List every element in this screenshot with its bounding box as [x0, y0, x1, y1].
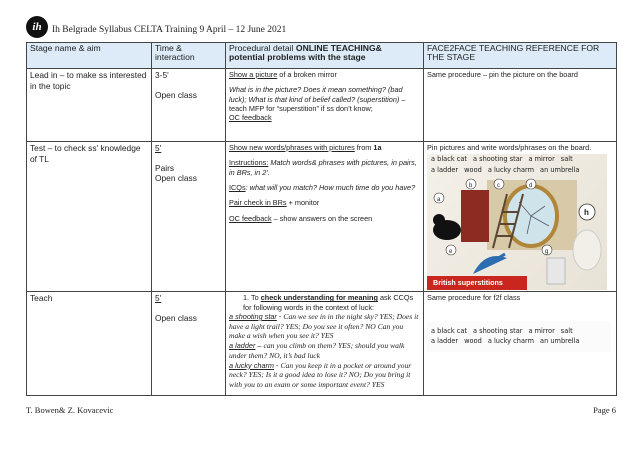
word: salt — [560, 326, 573, 335]
oc-feedback: OC feedback — [229, 113, 272, 123]
procedure-line — [229, 70, 420, 79]
ccq-term: a shooting star — [229, 311, 277, 321]
icqs-label: ICQs — [229, 182, 246, 192]
word: a mirror — [528, 155, 555, 164]
show-words-link: Show new words/phrases with pictures — [229, 143, 355, 152]
document-title: Ih Belgrade Syllabus CELTA Training 9 April – 12 June 2021 — [52, 25, 287, 35]
procedure-cell — [226, 69, 424, 142]
procedure-intro — [229, 293, 420, 312]
ccq-sep: - — [276, 311, 284, 321]
umbrella-shape — [473, 256, 507, 274]
header-stage: Stage name & aim — [27, 43, 152, 69]
ccq-text: can you climb on them? YES; should you walk under them? NO, it’s bad luck — [229, 341, 405, 360]
ih-logo: ih — [26, 16, 48, 38]
footer-page-number: Page 6 — [593, 405, 616, 415]
document-header — [26, 16, 616, 40]
word-row — [431, 336, 607, 347]
show-words-rest: from — [354, 143, 374, 152]
icqs — [229, 183, 420, 192]
superstitions-illustration — [427, 154, 607, 290]
interaction-value: Open class — [155, 312, 197, 323]
marker-label: a — [437, 197, 441, 204]
intro-rest: ask CCQs for following words in the context of luck: — [243, 293, 414, 312]
ccq-item — [229, 341, 420, 360]
marker-label: g — [545, 249, 549, 256]
header-procedure — [226, 43, 424, 69]
word: a shooting star — [473, 326, 523, 335]
procedure-line — [229, 143, 420, 152]
word: wood — [464, 165, 482, 174]
interaction-value: Open class — [155, 173, 197, 183]
reference-cell: Same procedure – pin the picture on the board — [424, 69, 617, 142]
book-cover — [461, 190, 489, 242]
word: salt — [560, 155, 573, 164]
header-procedure-bold: ONLINE TEACHING& potential problems with the stage — [229, 43, 382, 63]
header-reference: FACE2FACE TEACHING REFERENCE FOR THE STAGE — [424, 43, 617, 69]
word: a shooting star — [473, 155, 523, 164]
word: a mirror — [528, 326, 555, 335]
word: a black cat — [431, 326, 467, 335]
marker-label: b — [469, 183, 473, 190]
reference-text: Same procedure for f2f class — [427, 293, 521, 303]
word: an umbrella — [540, 337, 580, 346]
oc-feedback-rest: – show answers on the screen — [271, 213, 373, 223]
interaction-value: Pairs — [155, 162, 175, 173]
time-value: 3-5' — [155, 70, 169, 80]
instructions-text: Match words& phrases with pictures, in pairs, in BRs, in 2'. — [229, 158, 417, 177]
word: a ladder — [431, 165, 459, 174]
icqs-text: : what will you match? How much time do you have? — [245, 182, 416, 192]
lesson-plan-table — [26, 42, 617, 396]
time-cell — [152, 69, 226, 142]
ccq-sep: – — [255, 341, 264, 351]
footer-authors: T. Bowen& Z. Kovacevic — [26, 405, 114, 415]
marker-label: c — [497, 183, 500, 190]
word: a ladder — [431, 337, 459, 346]
interaction-value: Open class — [155, 89, 197, 100]
ccq-text: Can you keep it in a pocket or around your neck? YES; Is it a good idea to lose it? NO; Do you bring it with you to an exam or some important event? YES — [229, 360, 412, 390]
stage-cell: Teach — [27, 292, 152, 396]
stage-cell: Test – to check ss' knowledge of TL — [27, 142, 152, 292]
ccq-term: a ladder — [229, 341, 256, 351]
reference-text: Pin pictures and write words/phrases on the board. — [427, 143, 592, 152]
ccq-sep: - — [274, 360, 281, 370]
word: a lucky charm — [487, 165, 535, 174]
time-value: 5' — [155, 143, 162, 153]
lead-in-question: What is in the picture? Does it mean something? (bad luck); What is that kind of belief called? (superstition) – — [229, 85, 406, 104]
superstitions-picture — [427, 154, 607, 290]
ccq-term: a lucky charm — [229, 360, 275, 370]
word: a black cat — [431, 155, 467, 164]
pair-check-rest: + monitor — [286, 198, 320, 208]
word: wood — [464, 337, 482, 346]
rabbit-foot-charm — [573, 230, 601, 270]
exercise-ref: 1a — [373, 143, 382, 152]
marker-label: d — [529, 183, 533, 190]
header-time: Time & interaction — [152, 43, 226, 69]
teach-mfp: teach MFP for “superstition” if ss don’t know; — [229, 103, 373, 113]
stage-cell: Lead in – to make ss interested in the topic — [27, 69, 152, 142]
ccq-item — [229, 312, 420, 341]
time-cell — [152, 292, 226, 396]
pair-check — [229, 198, 420, 207]
header-procedure-prefix: Procedural detail — [229, 43, 296, 53]
time-value: 5' — [155, 293, 162, 304]
ccq-item — [229, 361, 420, 390]
picture-banner: British superstitions — [427, 276, 527, 290]
table-row — [27, 292, 617, 396]
word-box — [427, 321, 611, 352]
show-picture-rest: of a broken mirror — [277, 70, 337, 79]
ccq-text: Can we see in in the night sky? YES; Does it have a light trail? YES; Do you see it often? NO Can you make a wish when you see it? YES — [229, 311, 419, 341]
show-picture-link: Show a picture — [229, 70, 278, 79]
table-row — [27, 142, 617, 292]
word-row — [431, 326, 607, 337]
oc-feedback-link: OC feedback — [229, 213, 272, 223]
marker-label: h — [584, 208, 589, 218]
table-header-row — [27, 43, 617, 69]
procedure-cell — [226, 142, 424, 292]
check-understanding-link: check understanding for meaning — [260, 293, 378, 303]
black-cat-head — [433, 214, 445, 226]
reference-cell — [424, 292, 617, 396]
time-cell — [152, 142, 226, 292]
instructions — [229, 158, 420, 177]
word: a lucky charm — [487, 337, 535, 346]
intro-prefix: To — [251, 293, 261, 303]
salt-shaker — [547, 258, 565, 284]
oc-feedback — [229, 214, 420, 223]
marker-label: e — [449, 249, 453, 256]
instructions-label: Instructions: — [229, 158, 269, 168]
list-number: 1. — [243, 293, 250, 303]
procedure-cell — [226, 292, 424, 396]
table-row — [27, 69, 617, 142]
word: an umbrella — [540, 165, 580, 174]
pair-check-link: Pair check in BRs — [229, 198, 287, 208]
reference-cell — [424, 142, 617, 292]
